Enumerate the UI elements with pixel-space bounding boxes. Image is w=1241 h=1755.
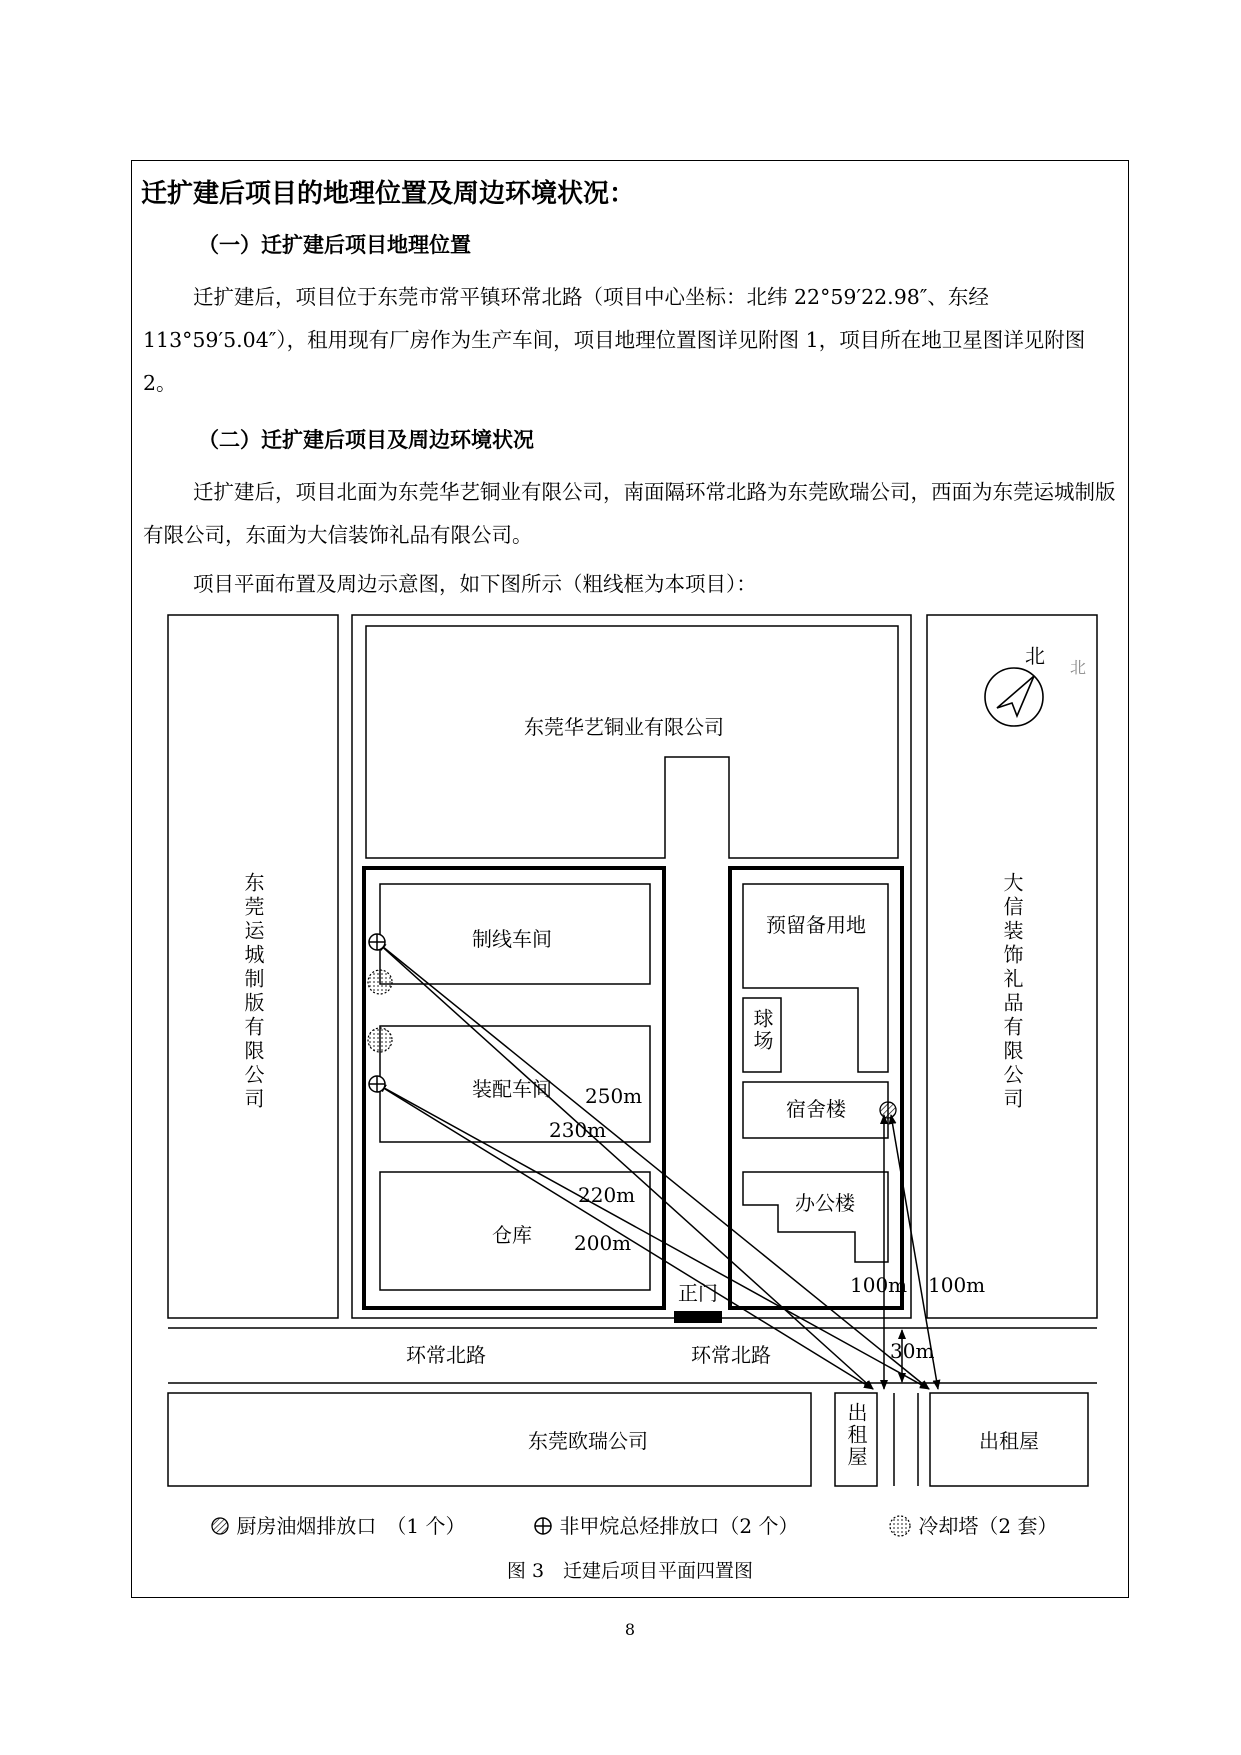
site-plan-figure — [150, 605, 1110, 1500]
distance-label-250: 250m — [585, 1084, 643, 1108]
vent-icon — [533, 1516, 553, 1536]
kitchen-exhaust-icon — [880, 1102, 896, 1118]
rental-house-small-label: 出租屋 — [844, 1402, 868, 1468]
page-number: 8 — [624, 1620, 636, 1639]
north-label: 北 — [1025, 644, 1045, 668]
road-label-right: 环常北路 — [691, 1343, 771, 1367]
legend-kitchen-text: 厨房油烟排放口 （1 个） — [236, 1514, 466, 1538]
figure-caption: 图 3 迁建后项目平面四置图 — [506, 1560, 754, 1582]
north-company-label: 东莞华艺铜业有限公司 — [524, 715, 724, 739]
legend-tower — [888, 1510, 1057, 1539]
workshop-1-label: 制线车间 — [472, 927, 552, 951]
paragraph-location: 迁扩建后，项目位于东莞市常平镇环常北路（项目中心坐标：北纬 22°59′22.98″、东经 113°59′5.04″），租用现有厂房作为生产车间，项目地理位置图详见附图 1，项目所在地卫星图详见附图 2。 — [143, 285, 1086, 395]
gate-label: 正门 — [678, 1281, 718, 1305]
distance-label-100b: 100m — [928, 1273, 986, 1297]
dormitory-label: 宿舍楼 — [786, 1097, 846, 1121]
east-company-label: 大信装饰礼品有限公司 — [1000, 872, 1024, 1112]
cooling-tower-icon — [888, 1514, 912, 1538]
legend-tower-text: 冷却塔（2 套） — [918, 1514, 1058, 1538]
main-gate-bar — [674, 1311, 722, 1323]
south-company-block — [168, 1393, 811, 1486]
legend-vent-text: 非甲烷总烃排放口（2 个） — [559, 1514, 799, 1538]
vent-icon — [369, 934, 385, 950]
north-company-block — [366, 626, 898, 858]
vent-icon — [369, 1076, 385, 1092]
workshop-2-label: 装配车间 — [472, 1077, 552, 1101]
distance-label-100a: 100m — [850, 1273, 908, 1297]
office-building — [743, 1172, 888, 1262]
south-company-label: 东莞欧瑞公司 — [528, 1429, 648, 1453]
office-label: 办公楼 — [795, 1191, 855, 1215]
cooling-tower-icon — [368, 970, 392, 994]
kitchen-exhaust-icon — [210, 1516, 230, 1536]
distance-line-230 — [377, 942, 929, 1389]
cooling-tower-icon — [368, 1028, 392, 1052]
distance-label-30: 30m — [890, 1339, 935, 1363]
legend-vent — [533, 1510, 798, 1539]
subsection-heading-surroundings: （二）迁扩建后项目及周边环境状况 — [198, 427, 534, 452]
paragraph-surroundings: 迁扩建后，项目北面为东莞华艺铜业有限公司，南面隔环常北路为东莞欧瑞公司，西面为东莞运城制版有限公司，东面为大信装饰礼品有限公司。 — [143, 480, 1116, 547]
subsection-heading-location: （一）迁扩建后项目地理位置 — [198, 232, 471, 257]
north-label-faint: 北 — [1069, 658, 1087, 677]
reserve-label: 预留备用地 — [766, 913, 866, 937]
legend-kitchen — [210, 1510, 465, 1539]
section-heading: 迁扩建后项目的地理位置及周边环境状况： — [141, 179, 636, 209]
north-arrow-icon — [985, 668, 1043, 726]
distance-label-230: 230m — [549, 1118, 607, 1142]
road-label-left: 环常北路 — [406, 1343, 486, 1367]
court-label: 球场 — [750, 1008, 774, 1052]
rental-house-big-label: 出租屋 — [979, 1429, 1039, 1453]
warehouse-label: 仓库 — [492, 1223, 532, 1247]
paragraph-figure-intro: 项目平面布置及周边示意图，如下图所示（粗线框为本项目）： — [193, 572, 757, 596]
distance-label-200: 200m — [574, 1231, 632, 1255]
distance-line-250 — [377, 942, 873, 1389]
west-company-label: 东莞运城制版有限公司 — [241, 872, 265, 1112]
distance-label-220: 220m — [578, 1183, 636, 1207]
